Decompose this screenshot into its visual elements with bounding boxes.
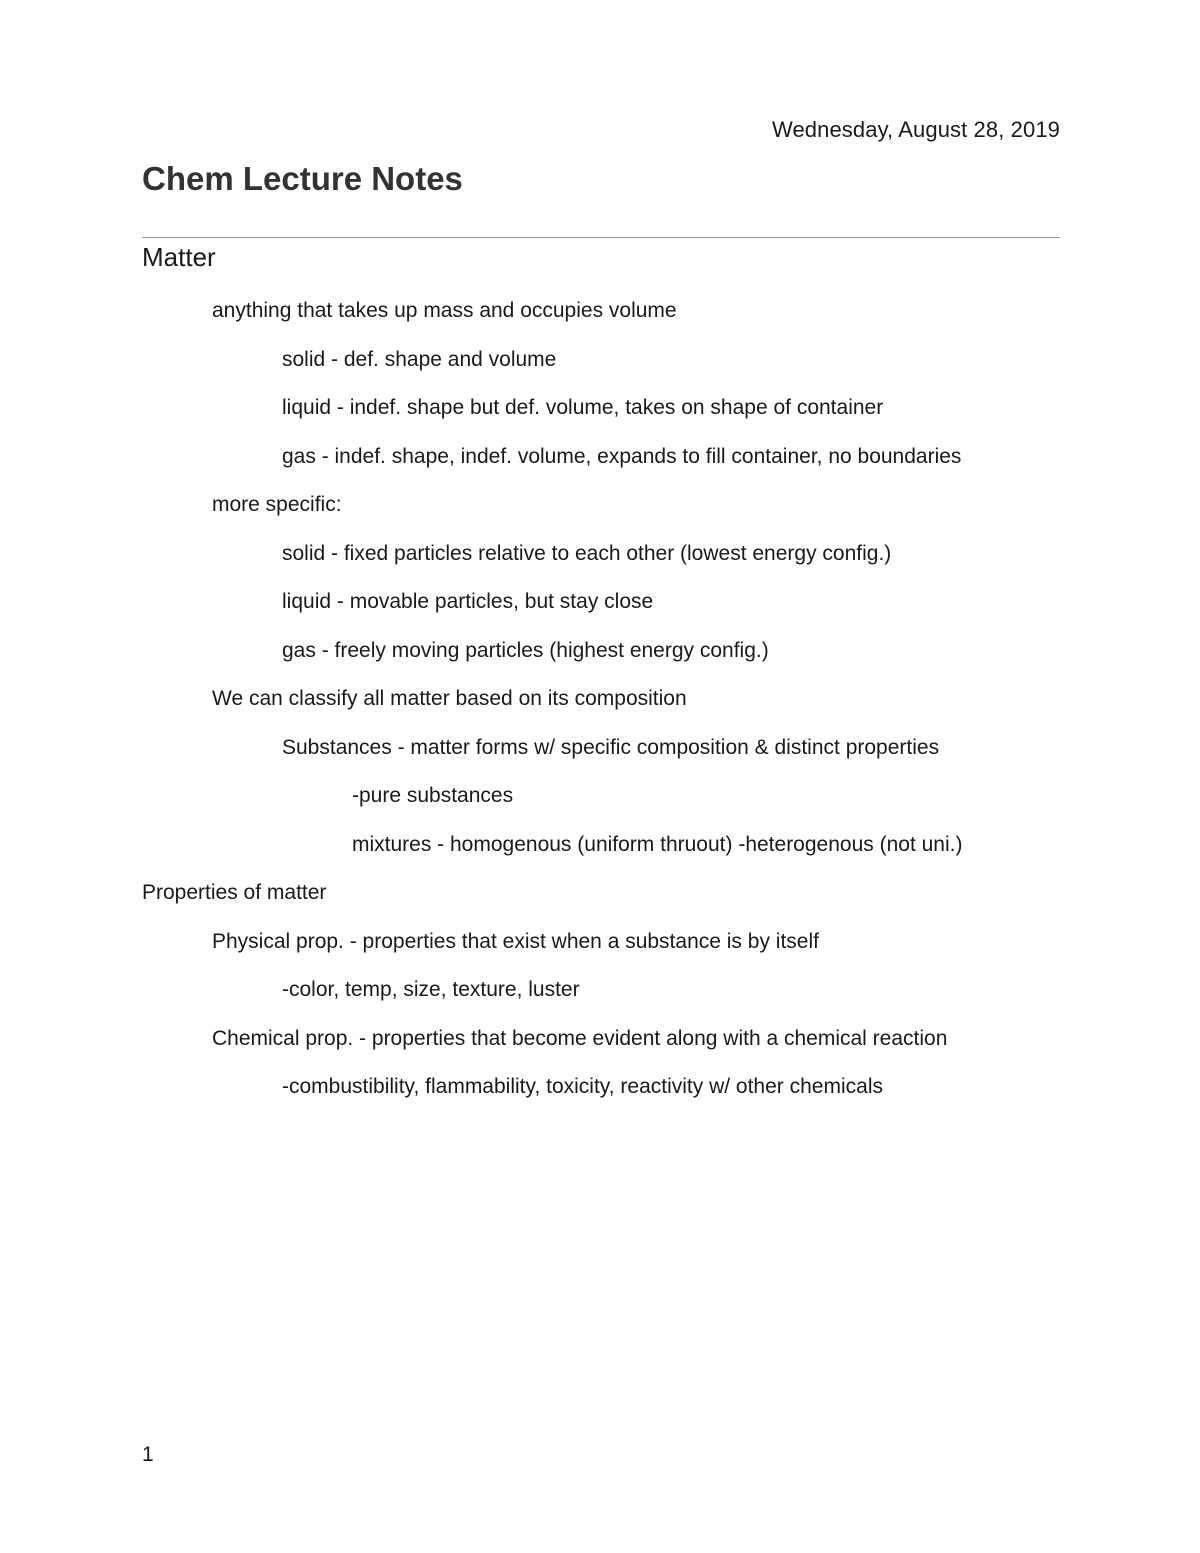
notes-list xyxy=(0,294,1200,1119)
note-line: solid - fixed particles relative to each other (lowest energy config.) xyxy=(282,541,892,565)
note-line: We can classify all matter based on its composition xyxy=(212,687,687,710)
note-line: mixtures - homogenous (uniform thruout) -heterogenous (not uni.) xyxy=(352,832,963,856)
note-line: Physical prop. - properties that exist when a substance is by itself xyxy=(212,929,819,953)
note-line: liquid - indef. shape but def. volume, takes on shape of container xyxy=(282,396,884,419)
note-line-heading: Properties of matter xyxy=(142,881,327,904)
note-line: anything that takes up mass and occupies volume xyxy=(212,299,677,322)
note-line: liquid - movable particles, but stay close xyxy=(282,590,654,613)
note-line: gas - indef. shape, indef. volume, expands to fill container, no boundaries xyxy=(282,444,962,468)
note-line: -combustibility, flammability, toxicity, reactivity w/ other chemicals xyxy=(282,1075,883,1098)
note-line: Substances - matter forms w/ specific composition & distinct properties xyxy=(282,735,940,759)
note-line: gas - freely moving particles (highest energy config.) xyxy=(282,638,769,662)
title-divider xyxy=(142,237,1060,238)
note-line: solid - def. shape and volume xyxy=(282,347,557,371)
note-line: Chemical prop. - properties that become evident along with a chemical reaction xyxy=(212,1026,948,1050)
document-title: Chem Lecture Notes xyxy=(142,160,463,197)
page-number: 1 xyxy=(142,1443,154,1466)
document-date: Wednesday, August 28, 2019 xyxy=(772,117,1060,142)
section-heading: Matter xyxy=(142,242,216,272)
note-line: -color, temp, size, texture, luster xyxy=(282,978,580,1001)
note-line: -pure substances xyxy=(352,784,514,807)
note-line: more specific: xyxy=(212,493,342,516)
